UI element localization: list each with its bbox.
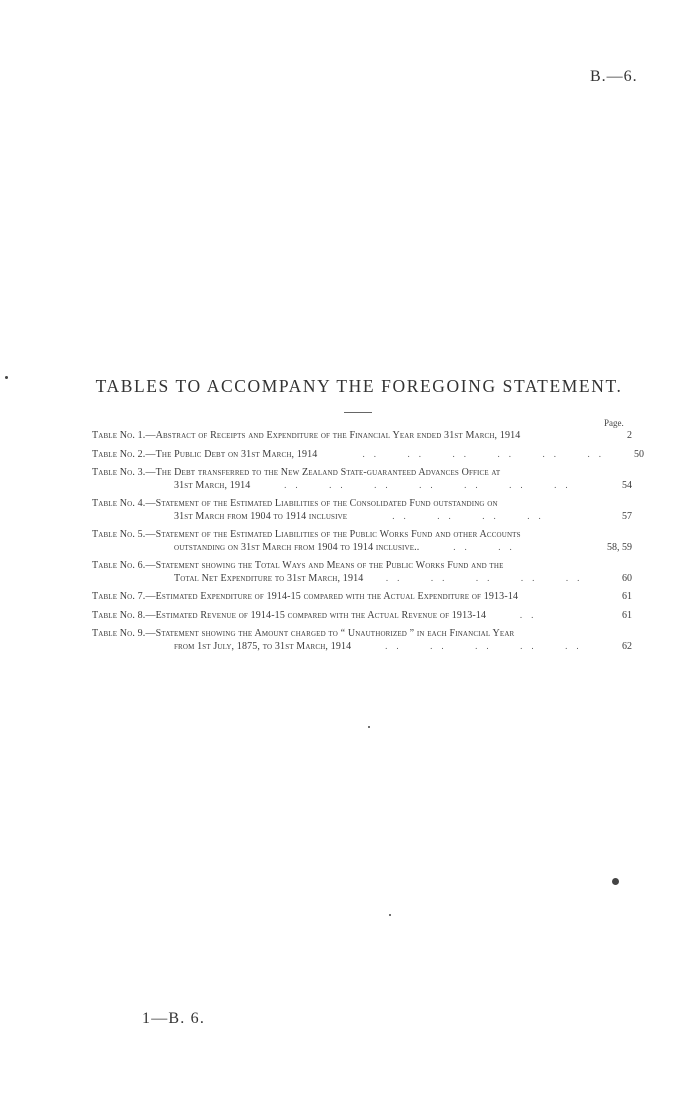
toc-page-number: 2 [627,430,632,441]
toc-page-number: 57 [622,511,632,522]
toc-page-number: 54 [622,480,632,491]
page-title: TABLES TO ACCOMPANY THE FOREGOING STATEMENT. [95,376,623,396]
title-divider [344,412,372,413]
dot-leaders: .. [486,610,543,620]
toc-entry-continuation: 31st March, 1914 [174,480,251,491]
toc-entry-table-2 [92,448,644,461]
toc-entry-table-1 [92,430,632,442]
dot-leaders: .. .. .. .. .. [363,573,589,583]
table-of-contents [92,430,644,659]
scan-speck [389,914,391,916]
toc-entry-table-8 [92,609,632,622]
toc-entry-table-6 [92,560,632,585]
toc-entry-title: Table No. 8.—Estimated Revenue of 1914-15 compared with the Actual Revenue of 1913-14 [92,610,487,621]
toc-entry-table-5 [92,529,632,554]
toc-page-number: 60 [622,573,632,584]
scan-speck [612,878,619,885]
toc-entry-title: Table No. 1.—Abstract of Receipts and Expenditure of the Financial Year ended 31st March, 1914 [92,430,521,441]
dot-leaders: .. .. .. .. [347,511,550,521]
toc-entry-title: Table No. 4.—Statement of the Estimated Liabilities of the Consolidated Fund outstanding on [92,498,498,509]
toc-entry-continuation: 31st March from 1904 to 1914 inclusive [174,511,348,522]
toc-entry-title: Table No. 6.—Statement showing the Total Ways and Means of the Public Works Fund and the [92,560,504,571]
toc-entry-table-7 [92,591,632,603]
toc-entry-table-9 [92,628,632,653]
scan-speck [368,726,370,728]
toc-page-number: 61 [622,610,632,621]
page-column-heading: Page. [604,418,624,428]
dot-leaders: .. .. .. .. .. .. [317,449,610,459]
footer-signature-code: 1—B. 6. [142,1010,206,1027]
toc-entry-title: Table No. 9.—Statement showing the Amount charged to “ Unauthorized ” in each Financial Year [92,628,515,639]
toc-entry-continuation: Total Net Expenditure to 31st March, 1914 [174,573,364,584]
toc-entry-title: Table No. 5.—Statement of the Estimated Liabilities of the Public Works Fund and other Accounts [92,529,521,540]
scan-speck [5,376,8,379]
dot-leaders: .. .. .. .. .. [351,641,588,651]
toc-page-number: 61 [622,591,632,602]
dot-leaders: .. .. [419,542,521,552]
toc-entry-title: Table No. 2.—The Public Debt on 31st March, 1914 [92,449,318,460]
toc-page-number: 50 [633,449,644,460]
document-code: B.—6. [590,68,638,85]
toc-entry-title: Table No. 7.—Estimated Expenditure of 1914-15 compared with the Actual Expenditure of 1913-14 [92,591,519,602]
toc-entry-title: Table No. 3.—The Debt transferred to the New Zealand State-guaranteed Advances Office at [92,467,501,478]
dot-leaders: .. .. .. .. .. .. .. [250,480,577,490]
toc-entry-continuation: from 1st July, 1875, to 31st March, 1914 [174,641,352,652]
toc-entry-continuation: outstanding on 31st March from 1904 to 1914 inclusive.. [174,542,420,553]
toc-page-number: 58, 59 [607,542,632,553]
toc-page-number: 62 [622,641,632,652]
toc-entry-table-3 [92,467,632,492]
toc-entry-table-4 [92,498,632,523]
